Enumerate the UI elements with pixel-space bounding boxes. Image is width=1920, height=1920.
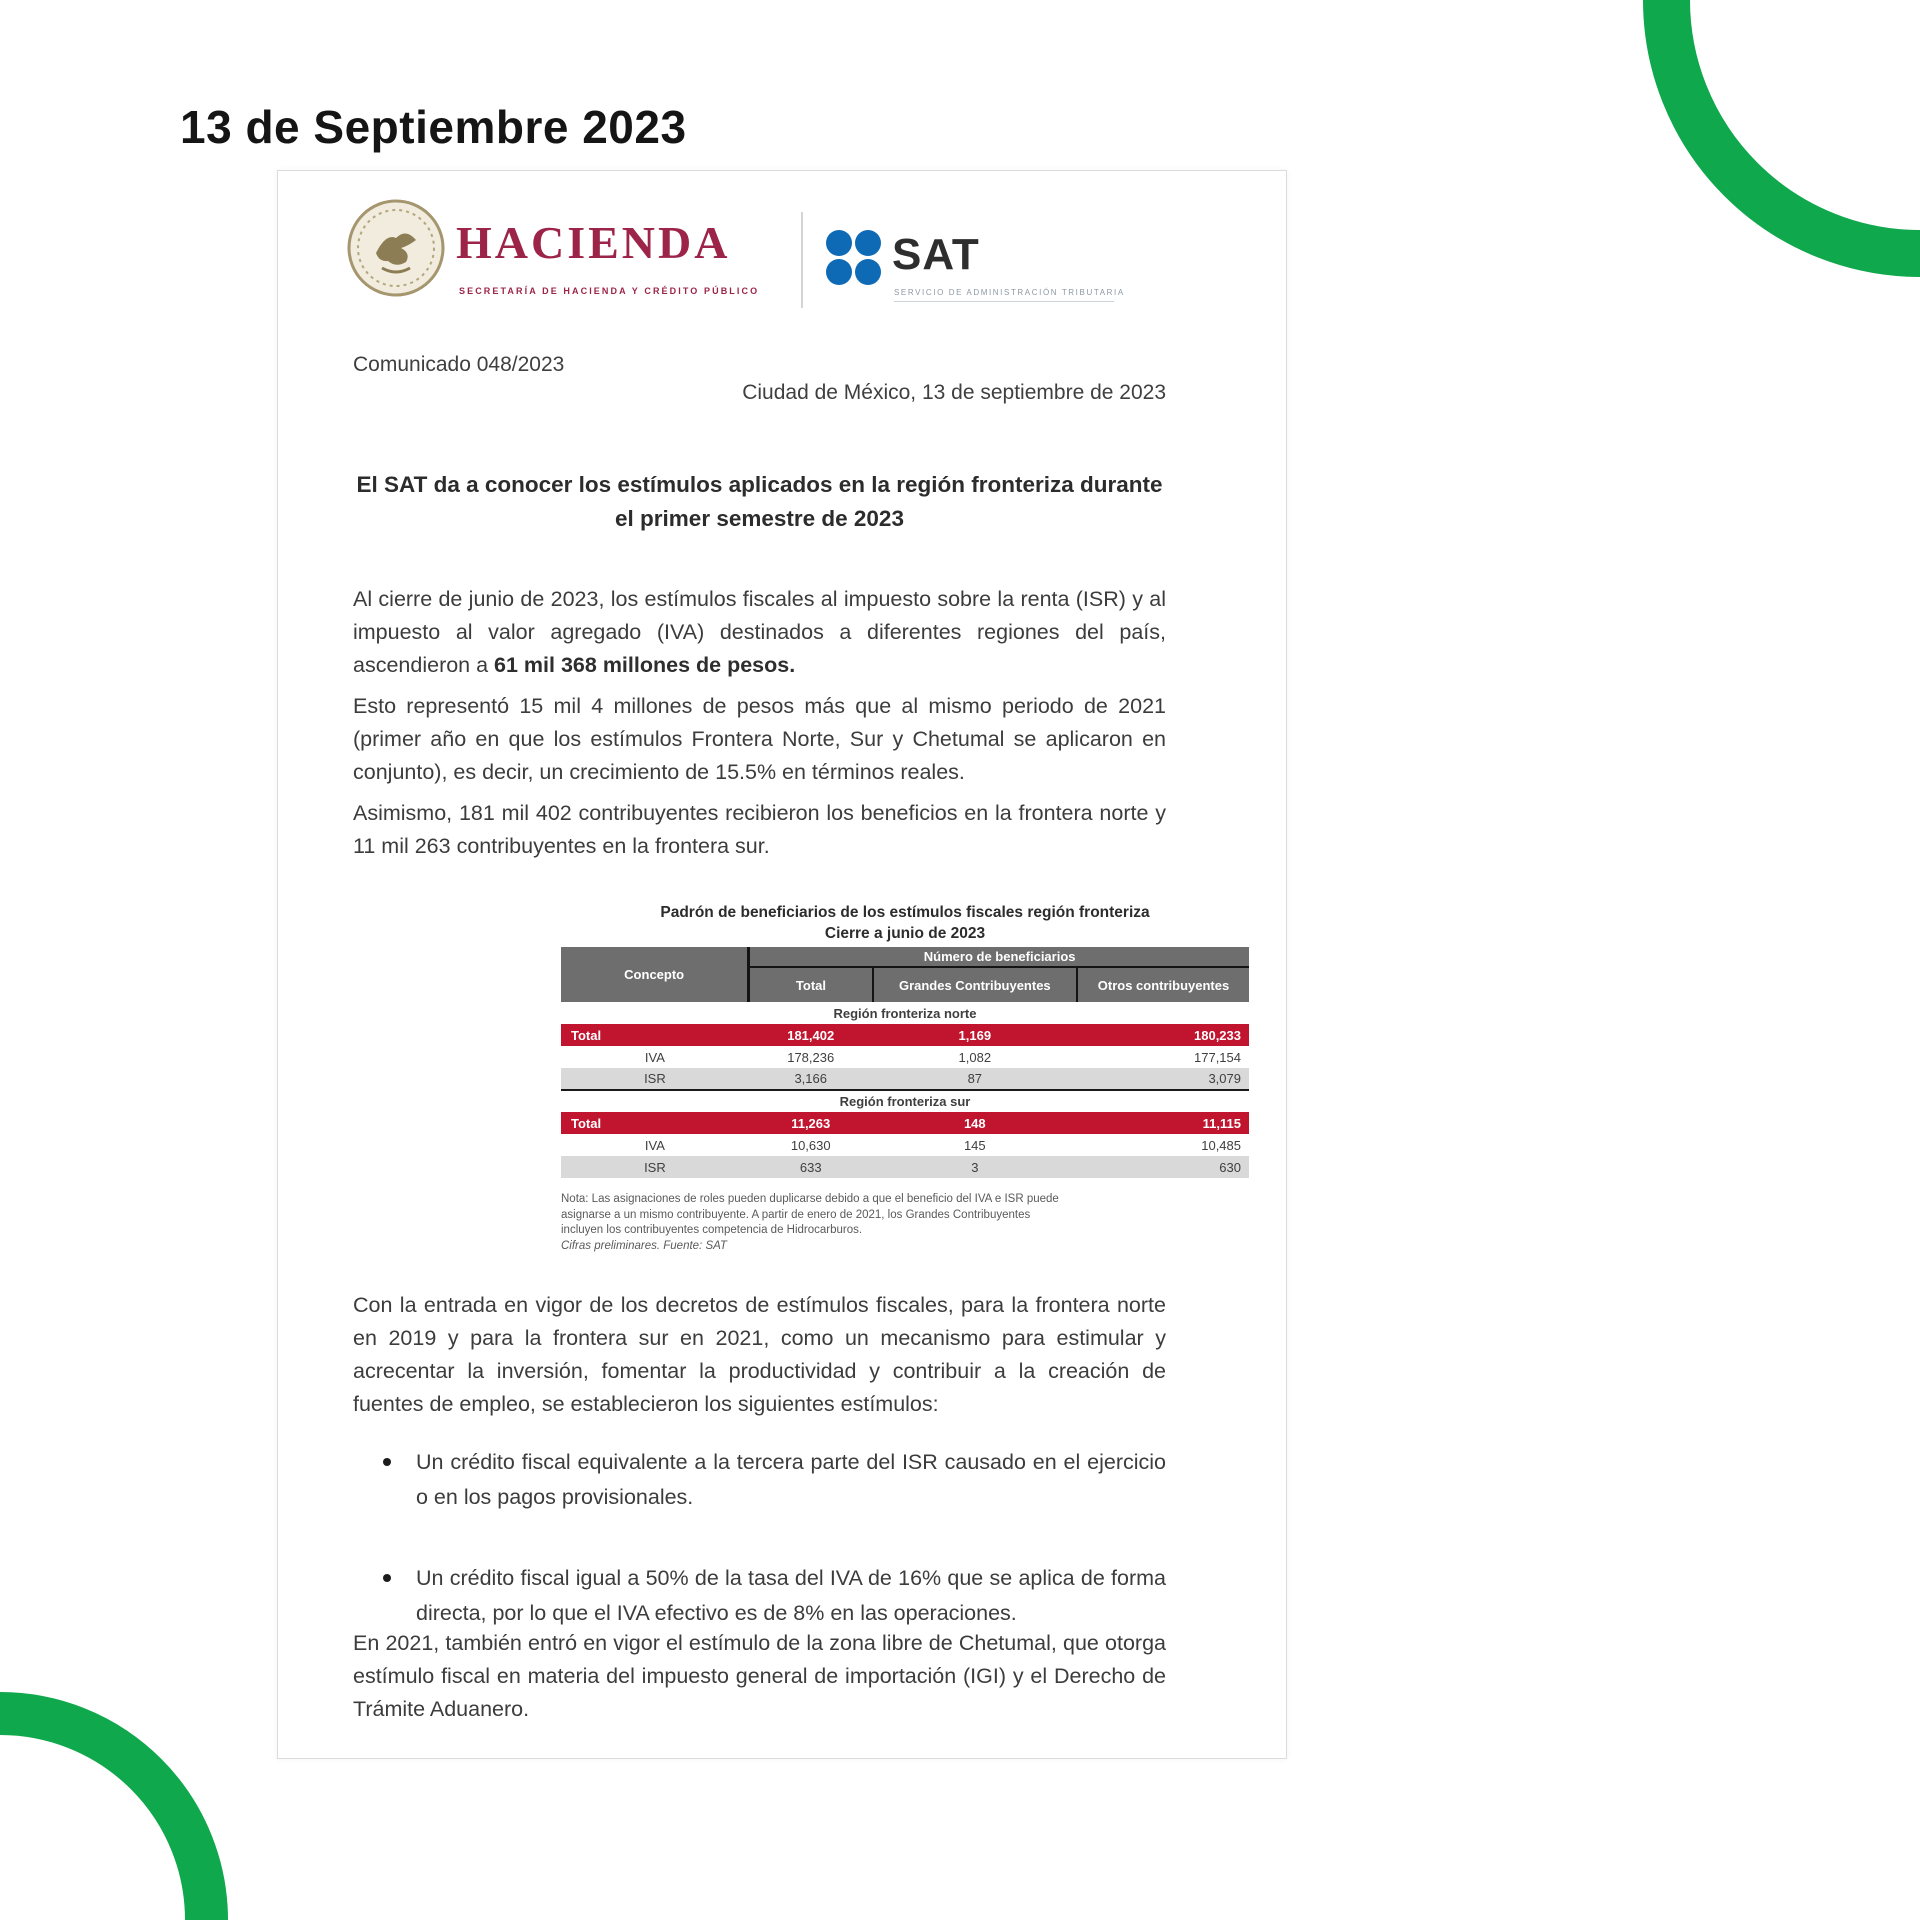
col-header-concepto: Concepto (561, 947, 749, 1002)
bullet-dot-icon (383, 1458, 391, 1466)
beneficiaries-table-block (561, 902, 1249, 1254)
table-row: Total 181,402 1,169 180,233 (561, 1024, 1249, 1046)
beneficiaries-table (561, 947, 1249, 1178)
dateline: Ciudad de México, 13 de septiembre de 2023 (742, 381, 1166, 404)
bullet-item-1 (416, 1445, 1166, 1515)
table-note-source: Cifras preliminares. Fuente: SAT (561, 1239, 727, 1252)
paragraph-1-amount: 61 mil 368 millones de pesos (494, 653, 790, 677)
table-title: Padrón de beneficiarios de los estímulos fiscales región fronteriza (660, 904, 1150, 921)
green-arc-bottom-left (0, 1692, 228, 1920)
paragraph-2: Esto representó 15 mil 4 millones de pesos más que al mismo periodo de 2021 (primer año en que los estímulos Frontera Norte, Sur y Chetumal se aplicaron en conjunto), es decir, un crecimiento de 15.5% en términos reales. (353, 694, 1166, 784)
paragraph-4: Con la entrada en vigor de los decretos de estímulos fiscales, para la frontera norte en 2019 y para la frontera sur en 2021, como un mecanismo para estimular y acrecentar la inversión, fomentar la productividad y contribuir a la creación de fuentes de empleo, se establecieron los siguientes estímulos: (353, 1293, 1166, 1416)
table-note-text: Nota: Las asignaciones de roles pueden duplicarse debido a que el beneficio del IVA e ISR puede asignarse a un mismo contribuyente. A partir de enero de 2021, los Grandes Contribuyentes incluyen los contribuyentes competencia de Hidrocarburos. (561, 1193, 1059, 1236)
page-date-heading: 13 de Septiembre 2023 (180, 101, 687, 153)
hacienda-seal-icon (346, 198, 446, 298)
paragraph-1-text: Al cierre de junio de 2023, los estímulos fiscales al impuesto sobre la renta (ISR) y al impuesto al valor agregado (IVA) destinados a diferentes regiones del país, ascendieron a (353, 587, 1166, 677)
paragraph-3: Asimismo, 181 mil 402 contribuyentes recibieron los beneficios en la frontera norte y 11 mil 263 contribuyentes en la frontera sur. (353, 801, 1166, 858)
hacienda-logo-subtitle: SECRETARÍA DE HACIENDA Y CRÉDITO PÚBLICO (459, 286, 760, 296)
section-header-norte: Región fronteriza norte (561, 1002, 1249, 1024)
section-header-sur: Región fronteriza sur (561, 1090, 1249, 1112)
table-row: Total 11,263 148 11,115 (561, 1112, 1249, 1134)
bullet-2-text: Un crédito fiscal igual a 50% de la tasa del IVA de 16% que se aplica de forma directa, por lo que el IVA efectivo es de 8% en las operaciones. (416, 1566, 1166, 1625)
col-header-total: Total (749, 967, 873, 1002)
table-row: IVA 10,630 145 10,485 (644, 1137, 1241, 1153)
bullet-1-text: Un crédito fiscal equivalente a la tercera parte del ISR causado en el ejercicio o en los pagos provisionales. (416, 1450, 1166, 1509)
document-title: El SAT da a conocer los estímulos aplicados en la región fronteriza durante el primer semestre de 2023 (356, 472, 1163, 531)
col-header-otros: Otros contribuyentes (1077, 967, 1249, 1002)
table-subtitle: Cierre a junio de 2023 (824, 925, 986, 942)
sat-logo-underline (894, 301, 1114, 302)
col-header-grandes: Grandes Contribuyentes (873, 967, 1077, 1002)
bullet-item-2 (416, 1561, 1166, 1631)
paragraph-5: En 2021, también entró en vigor el estímulo de la zona libre de Chetumal, que otorga estímulo fiscal en materia del impuesto general de importación (IGI) y el Derecho de Trámite Aduanero. (353, 1631, 1166, 1721)
sat-dots-icon (826, 230, 882, 286)
sat-logo-subtitle: SERVICIO DE ADMINISTRACIÓN TRIBUTARIA (894, 288, 1125, 297)
green-arc-top-right (1643, 0, 1920, 277)
col-group-header: Número de beneficiarios (749, 947, 1249, 967)
bullet-dot-icon (383, 1574, 391, 1582)
table-row: ISR 633 3 630 (561, 1156, 1249, 1178)
sat-logo-text: SAT (892, 230, 980, 279)
table-row: ISR 3,166 87 3,079 (561, 1068, 1249, 1090)
document-header (278, 198, 1286, 318)
table-note (561, 1192, 1061, 1254)
paragraph-1-period: . (789, 653, 796, 677)
press-release-document (277, 170, 1287, 1759)
paragraph-1 (353, 583, 1166, 682)
hacienda-logo-text: HACIENDA (456, 217, 731, 268)
table-row: IVA 178,236 1,082 177,154 (644, 1049, 1241, 1065)
logo-divider (801, 212, 803, 308)
comunicado-number: Comunicado 048/2023 (353, 353, 565, 376)
